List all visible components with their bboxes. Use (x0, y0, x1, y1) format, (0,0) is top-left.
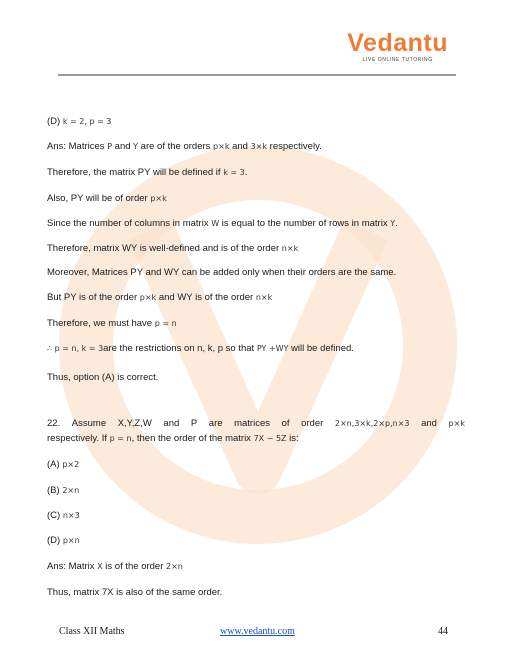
text-segment: Thus, option (A) is correct. (47, 372, 159, 383)
text-segment: is equal to the number of rows in matrix (219, 218, 391, 229)
math-expression: p×k (139, 293, 157, 302)
math-expression: n×k (281, 244, 299, 253)
logo-wordmark: Vedantu (347, 29, 448, 57)
option-a (47, 459, 79, 471)
text-line-9 (47, 343, 354, 355)
text-segment: (C) (47, 510, 61, 521)
math-expression: 7X − 5Z (253, 434, 287, 443)
text-segment: (B) (47, 485, 60, 496)
math-expression: W (211, 219, 220, 228)
math-expression: p = n (154, 319, 177, 328)
math-expression: 2×n,3×k,2×p,n×3 (334, 419, 410, 428)
answer-22 (47, 561, 183, 573)
text-segment: Moreover, Matrices PY and WY can be added only when their orders are the same. (47, 267, 397, 278)
text-segment: is: (286, 433, 299, 444)
math-expression: p = n (109, 434, 132, 443)
text-segment: matrices (234, 418, 270, 429)
text-segment: are of the orders (138, 141, 214, 152)
math-expression: p×k (213, 142, 230, 151)
math-expression: X (97, 562, 103, 571)
text-segment: (D) (47, 535, 61, 546)
text-segment: 22. (47, 418, 61, 429)
option-b (47, 485, 79, 497)
text-segment: order (301, 418, 324, 429)
text-segment: Therefore, matrix WY is well-defined and is of the order (47, 243, 282, 254)
math-expression: PY +WY (256, 344, 289, 353)
math-expression: k = 2, p = 3 (62, 117, 112, 126)
text-segment: X,Y,Z,W (117, 418, 152, 429)
option-d (47, 535, 80, 547)
text-line-4 (47, 218, 398, 230)
text-segment: Ans: Matrices (47, 141, 108, 152)
text-line-2 (47, 167, 247, 179)
option-d-prev (47, 116, 111, 128)
math-expression: p×k (150, 194, 167, 203)
text-segment: respectively. (267, 141, 322, 152)
math-expression: P (107, 142, 113, 151)
ans-line-1 (47, 141, 322, 153)
text-segment: P (190, 418, 198, 429)
text-segment: will be defined. (288, 343, 354, 354)
text-segment: (D) (47, 116, 61, 127)
question-22-line-2 (47, 433, 299, 445)
text-segment: and (163, 418, 180, 429)
math-expression: p×n (62, 536, 80, 545)
text-segment: is of the order (102, 561, 167, 572)
text-segment: But PY is of the order (47, 292, 140, 303)
math-expression: p×2 (62, 460, 80, 469)
text-line-5 (47, 243, 298, 255)
text-segment: (A) (47, 459, 60, 470)
vedantu-logo (347, 30, 448, 63)
text-segment: are (208, 418, 223, 429)
question-22-line-1 (47, 418, 465, 430)
text-segment: and (112, 141, 134, 152)
text-segment: of (281, 418, 290, 429)
text-segment: Therefore, the matrix PY will be defined if (47, 167, 224, 178)
header-rule (58, 74, 456, 76)
math-expression: p×k (448, 419, 465, 428)
text-segment: Ans: Matrix (47, 561, 98, 572)
text-segment: Since the number of columns in matrix (47, 218, 212, 229)
math-expression: n×3 (62, 511, 80, 520)
math-expression: ∴ p = n, k = 3 (47, 344, 104, 353)
text-segment: , then the order of the matrix (131, 433, 254, 444)
math-expression: 2×n (166, 562, 183, 571)
logo-tagline: LIVE ONLINE TUTORING (362, 57, 433, 63)
text-line-8 (47, 318, 177, 330)
answer-22-line-2 (47, 587, 222, 599)
text-segment: and (421, 418, 437, 429)
text-segment: and WY is of the order (156, 292, 256, 303)
text-segment: . (395, 218, 398, 229)
text-segment: Thus, matrix 7X is also of the same order. (47, 587, 223, 598)
math-expression: Y (133, 142, 139, 151)
text-segment: . (244, 167, 248, 178)
text-line-7 (47, 292, 272, 304)
text-segment: are the restrictions on n, k, p so that (103, 343, 257, 354)
text-line-6 (47, 267, 396, 279)
math-expression: k = 3 (223, 168, 245, 177)
footer-class: Class XII Maths (59, 626, 125, 637)
text-segment: respectively. If (47, 433, 110, 444)
math-expression: n×k (255, 293, 273, 302)
math-expression: Y (390, 219, 396, 228)
text-line-3 (47, 193, 167, 205)
text-segment: Assume (71, 418, 107, 429)
option-c (47, 510, 80, 522)
footer-website-link[interactable]: www.vedantu.com (220, 626, 295, 637)
math-expression: 2×n (62, 486, 80, 495)
text-segment: Therefore, we must have (47, 318, 155, 329)
text-segment: Also, PY will be of order (47, 193, 151, 204)
math-expression: 3×k (250, 142, 268, 151)
text-line-10 (47, 372, 158, 384)
page-number: 44 (438, 626, 448, 637)
text-segment: and (229, 141, 251, 152)
